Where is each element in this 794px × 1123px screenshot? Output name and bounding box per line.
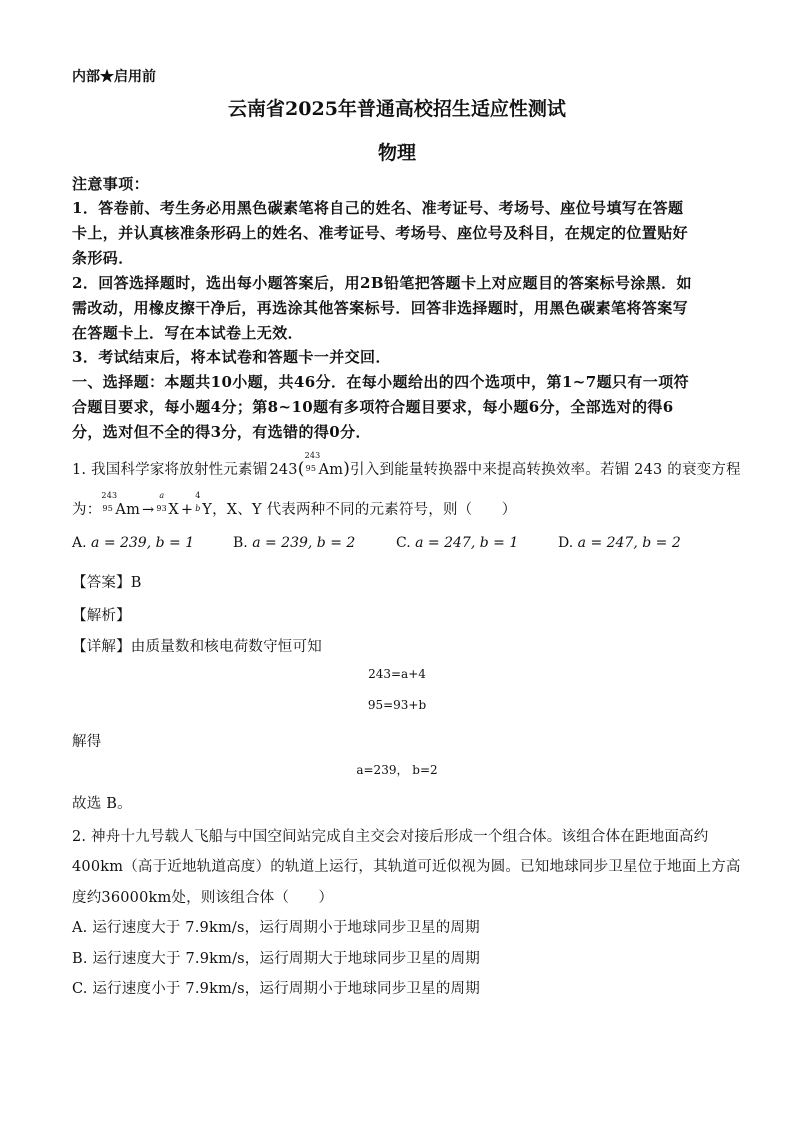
notice-line: 需改动，用橡皮擦干净后，再选涂其他答案标号．回答非选择题时，用黑色碳素笔将答案写 — [72, 299, 689, 317]
q1-solve-label: 解得 — [72, 734, 102, 750]
notice-line: 1．答卷前、考生务必用黑色碳素笔将自己的姓名、准考证号、考场号、座位号填写在答题 — [72, 199, 684, 217]
q2-option-a[interactable]: A. 运行速度大于 7.9km/s，运行周期小于地球同步卫星的周期 — [72, 920, 480, 936]
section-instruction-line: 合题目要求，每小题4分；第8~10题有多项符合题目要求，每小题6分，全部选对的得6 — [72, 398, 674, 416]
q1-analysis: 【解析】 — [72, 608, 131, 624]
notice-line: 在答题卡上．写在本试卷上无效． — [72, 324, 304, 342]
subject-title: 物理 — [377, 142, 416, 164]
notice-line: 条形码． — [72, 249, 134, 267]
q2-stem-line: 度约36000km处，则该组合体（ ） — [72, 890, 334, 906]
notice-heading: 注意事项： — [72, 175, 150, 193]
section-instruction-line: 一、选择题：本题共10小题，共46分．在每小题给出的四个选项中，第1~7题只有一项符 — [72, 373, 689, 391]
q2-stem-line: 2. 神舟十九号载人飞船与中国空间站完成自主交会对接后形成一个组合体。该组合体在距地面高约 — [72, 829, 709, 845]
q2-option-b[interactable]: B. 运行速度大于 7.9km/s，运行周期大于地球同步卫星的周期 — [72, 951, 481, 967]
q1-option-a[interactable]: A. a = 239, b = 1 — [72, 535, 195, 551]
q1-option-d[interactable]: D. a = 247, b = 2 — [558, 535, 681, 551]
q1-stem-line2: 为： 243 95 Am → a 93 X + 4 b Y，X、Y 代表两种不同的元素符号，则（ ） — [72, 491, 517, 518]
q1-answer: 【答案】B — [72, 575, 142, 591]
q2-stem-line: 400km（高于近地轨道高度）的轨道上运行，其轨道可近似视为圆。已知地球同步卫星位于地面上方高 — [72, 859, 741, 875]
q1-stem-line1: 1. 我国科学家将放射性元素镅 243( 243 95 Am)引入到能量转换器中来提高转换效率。若镅 243 的衰变方程 — [72, 451, 741, 479]
notice-line: 2．回答选择题时，选出每小题答案后，用2B铅笔把答题卡上对应题目的答案标号涂黑．如 — [72, 274, 692, 292]
confidential-label: 内部★启用前 — [72, 69, 156, 85]
q1-option-b[interactable]: B. a = 239, b = 2 — [233, 535, 356, 551]
q1-result: a=239， b=2 — [356, 763, 438, 777]
section-instruction-line: 分，选对但不全的得3分，有选错的得0分． — [72, 423, 371, 441]
q1-conclusion: 故选 B。 — [72, 796, 132, 812]
notice-line: 卡上，并认真核准条形码上的姓名、准考证号、考场号、座位号及科目，在规定的位置贴好 — [72, 224, 689, 242]
notice-line: 3．考试结束后，将本试卷和答题卡一并交回． — [72, 348, 391, 366]
q1-equation-2: 95=93+b — [367, 698, 427, 712]
q1-equation-1: 243=a+4 — [368, 667, 426, 681]
q1-detail: 【详解】由质量数和核电荷数守恒可知 — [72, 639, 322, 655]
q2-option-c[interactable]: C. 运行速度小于 7.9km/s，运行周期小于地球同步卫星的周期 — [72, 981, 480, 997]
exam-title: 云南省2025年普通高校招生适应性测试 — [228, 98, 566, 120]
q1-option-c[interactable]: C. a = 247, b = 1 — [396, 535, 519, 551]
